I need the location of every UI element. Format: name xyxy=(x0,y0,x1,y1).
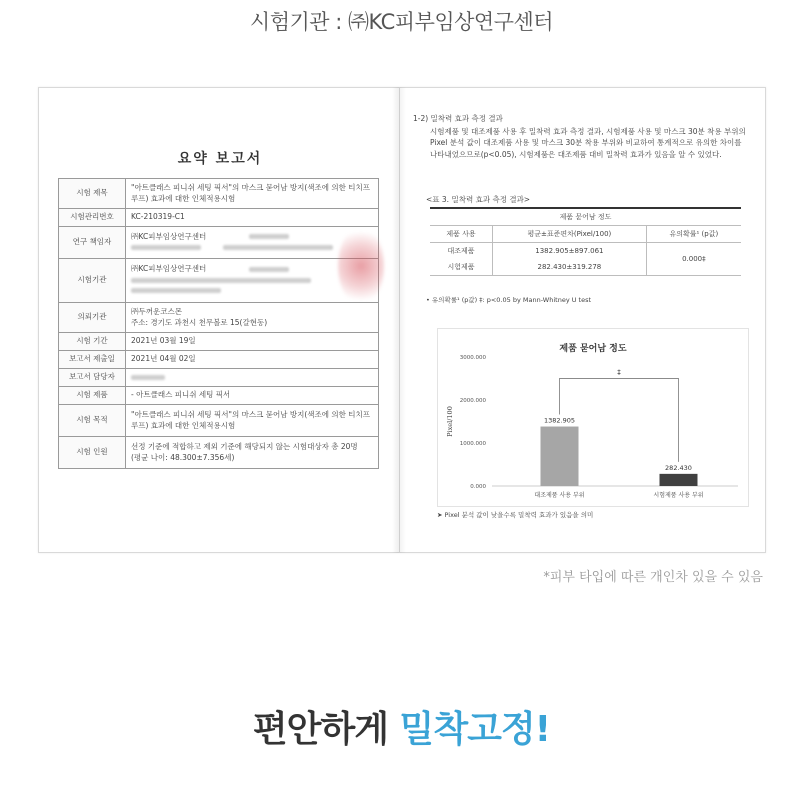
y-tick-label: 1000.000 xyxy=(459,441,486,447)
table-row xyxy=(430,243,741,260)
table-note: • 유의확률¹ (p값) ‡: p<0.05 by Mann-Whitney U test xyxy=(426,296,592,304)
row-value: KC-210319-C1 xyxy=(126,209,379,227)
table-cell: 1382.905±897.061 xyxy=(493,243,647,260)
table-row xyxy=(59,227,379,259)
row-value: - 아트클래스 피니쉬 세팅 픽서 xyxy=(126,387,379,405)
table-cell: 대조제품 xyxy=(447,247,475,255)
table-row xyxy=(59,209,379,227)
table-row xyxy=(59,369,379,387)
chart-note: ➤ Pixel 분석 값이 낮을수록 밀착력 효과가 있음을 의미 xyxy=(437,511,594,519)
row-value-age: (평균 나이: 48.300±7.356세) xyxy=(131,452,235,462)
table-group-header: 제품 묻어남 정도 xyxy=(430,208,741,226)
result-paragraph: 시험제품 및 대조제품 사용 후 밀착력 효과 측정 결과, 시험제품 사용 및 마스크 30분 착용 부위의 Pixel 분석 값이 대조제품 사용 및 마스크 30분 착용 부위와 비교하여 통계적으로 유의한 차이를 나타내었으므로(p<0.05), 시험제품은 대조제품 대비 밀착력 효과가 있음을 알 수 있었다. xyxy=(430,127,746,159)
table-row xyxy=(59,405,379,437)
bar-data-label: 282.430 xyxy=(665,463,692,472)
row-key: 보고서 담당자 xyxy=(59,369,126,387)
row-key: 보고서 제출일 xyxy=(59,351,126,369)
row-value-cell xyxy=(126,303,379,333)
table-row xyxy=(59,179,379,209)
row-key: 시험 인원 xyxy=(59,437,126,469)
row-value: ㈜KC피부임상연구센터 xyxy=(131,231,207,241)
page-divider xyxy=(399,87,400,553)
significance-marker: ‡ xyxy=(617,368,621,377)
row-value: ㈜두꺼운코스몬 xyxy=(131,306,182,316)
redacted-text xyxy=(223,245,333,250)
bar-chart-svg xyxy=(438,329,748,506)
row-value-cell xyxy=(126,369,379,387)
row-value: 선정 기준에 적합하고 제외 기준에 해당되지 않는 시험대상자 총 20명 xyxy=(131,441,358,451)
row-value-cell xyxy=(126,437,379,469)
redacted-text xyxy=(131,245,201,250)
table-cell-pvalue: 0.000‡ xyxy=(646,243,741,276)
section-heading: 1-2) 밀착력 효과 측정 결과 xyxy=(413,114,503,123)
row-value: ㈜KC피부임상연구센터 xyxy=(131,264,207,274)
footnote: *피부 타입에 따른 개인차 있을 수 있음 xyxy=(543,570,763,585)
x-tick-label: 시험제품 사용 부위 xyxy=(653,492,704,499)
chart-title: 제품 묻어남 정도 xyxy=(559,344,627,354)
table-header: 평균±표준편차(Pixel/100) xyxy=(493,226,647,243)
table-cell: 시험제품 xyxy=(430,259,493,276)
row-key: 시험 제목 xyxy=(59,179,126,209)
table-row xyxy=(59,351,379,369)
row-key: 시험 제품 xyxy=(59,387,126,405)
row-value: 2021년 04월 02일 xyxy=(126,351,379,369)
row-key: 시험기관 xyxy=(59,259,126,303)
redacted-text xyxy=(249,267,289,272)
row-key: 의뢰기관 xyxy=(59,303,126,333)
test-institution-header: 시험기관 : ㈜KC피부임상연구센터 xyxy=(249,10,554,34)
row-value: "아트클래스 피니쉬 세팅 픽서"의 마스크 묻어남 방지(색조에 의한 티치프루프) 효과에 대한 인체적용시험 xyxy=(126,405,379,437)
table-row xyxy=(59,333,379,351)
bar xyxy=(541,427,579,486)
row-key: 시험 목적 xyxy=(59,405,126,437)
table-row xyxy=(59,437,379,469)
y-tick-label: 3000.000 xyxy=(459,355,486,361)
redacted-text xyxy=(249,234,289,239)
summary-report-title: 요약 보고서 xyxy=(177,151,263,167)
table-row xyxy=(430,226,741,243)
chart-ylabel: Pixel/100 xyxy=(446,406,454,437)
row-key: 시험관리번호 xyxy=(59,209,126,227)
table-row xyxy=(59,259,379,303)
bar-chart xyxy=(437,328,749,507)
row-value: 2021년 03월 19일 xyxy=(126,333,379,351)
redacted-text xyxy=(131,375,165,380)
redacted-text xyxy=(131,278,311,283)
table-caption: <표 3. 밀착력 효과 측정 결과> xyxy=(426,195,531,204)
slogan-accent: 밀착고정! xyxy=(399,709,551,750)
row-key: 시험 기간 xyxy=(59,333,126,351)
bar-data-label: 1382.905 xyxy=(543,416,576,425)
table-header: 유의확률¹ (p값) xyxy=(646,226,741,243)
table-row xyxy=(430,208,741,226)
row-value-address: 주소: 경기도 과천시 천무볼로 15(갈현동) xyxy=(131,317,268,327)
table-header: 제품 사용 xyxy=(430,226,493,243)
result-table xyxy=(430,207,741,276)
table-cell: 282.430±319.278 xyxy=(493,259,647,276)
row-value: "아트클래스 피니쉬 세팅 픽서"의 마스크 묻어남 방지(색조에 의한 티치프루프) 효과에 대한 인체적용시험 xyxy=(126,179,379,209)
bar xyxy=(660,474,698,486)
row-key: 연구 책임자 xyxy=(59,227,126,259)
slogan xyxy=(0,701,803,752)
redacted-text xyxy=(131,288,221,293)
summary-table xyxy=(58,178,379,469)
institution-seal-stamp xyxy=(338,226,384,306)
y-tick-label: 0.000 xyxy=(470,484,486,490)
x-tick-label: 대조제품 사용 부위 xyxy=(534,492,585,499)
slogan-part1: 편안하게 xyxy=(252,709,400,750)
table-row xyxy=(59,387,379,405)
table-row xyxy=(59,303,379,333)
y-tick-label: 2000.000 xyxy=(459,398,486,404)
